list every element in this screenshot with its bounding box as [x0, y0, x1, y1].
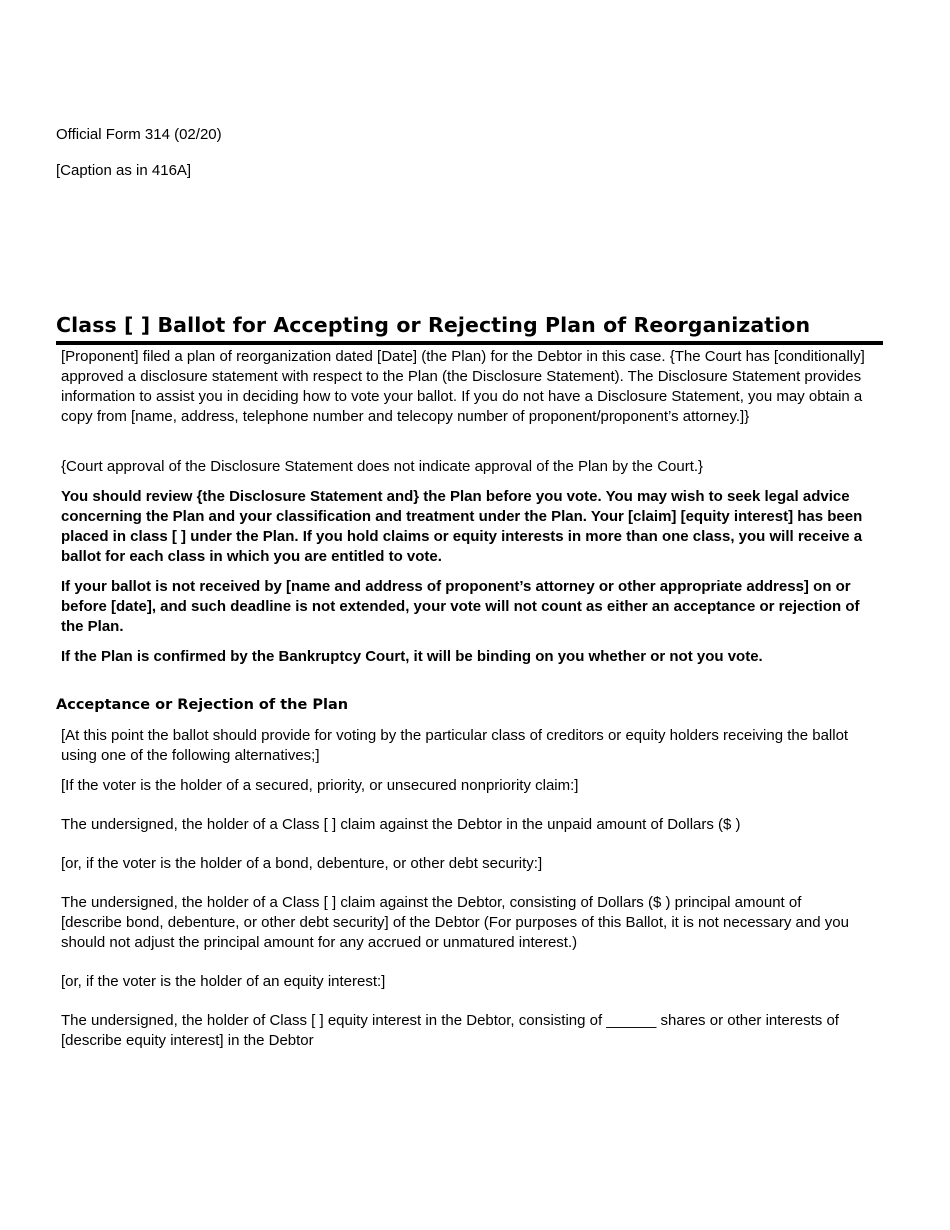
section-paragraph-debt-security-statement: The undersigned, the holder of a Class [ ] claim against the Debtor, consisting of Dollars ($ ) principal amount of [describe bond, debenture, or other debt security] of the Debtor (For purposes of this Ballot, it is not necessary and you should not adjust the principal amount for any accrued or unmatured interest.) [61, 894, 849, 951]
caption-placeholder: [Caption as in 416A] [56, 162, 192, 179]
section-paragraph-equity-note: [or, if the voter is the holder of an equity interest:] [61, 973, 386, 990]
intro-paragraph-plan-filed: [Proponent] filed a plan of reorganization dated [Date] (the Plan) for the Debtor in this case. {The Court has [conditionally] approved a disclosure statement with respect to the Plan (the Disclosure Statement). The Disclosure Statement provides information to assist you in deciding how to vote your ballot. If you do not have a Disclosure Statement, you may obtain a copy from [name, address, telephone number and telecopy number of proponent/proponent’s attorney.]} [61, 348, 865, 425]
section-paragraph-equity-statement: The undersigned, the holder of Class [ ] equity interest in the Debtor, consisting of ______ shares or other interests of [describe equity interest] in the Debtor [61, 1012, 839, 1049]
title-block [56, 312, 883, 345]
form-identifier: Official Form 314 (02/20) [56, 126, 222, 143]
intro-paragraph-court-approval: {Court approval of the Disclosure Statement does not indicate approval of the Plan by the Court.} [61, 458, 704, 475]
section-paragraph-claim-holder-note: [If the voter is the holder of a secured, priority, or unsecured nonpriority claim:] [61, 777, 579, 794]
intro-paragraph-binding-notice: If the Plan is confirmed by the Bankruptcy Court, it will be binding on you whether or not you vote. [61, 648, 763, 665]
section-paragraph-debt-security-note: [or, if the voter is the holder of a bond, debenture, or other debt security:] [61, 855, 543, 872]
page-title: Class [ ] Ballot for Accepting or Rejecting Plan of Reorganization [56, 313, 811, 337]
section-paragraph-voting-alternatives: [At this point the ballot should provide for voting by the particular class of creditors or equity holders receiving the ballot using one of the following alternatives;] [61, 727, 849, 764]
section-paragraph-claim-statement: The undersigned, the holder of a Class [ ] claim against the Debtor in the unpaid amount of Dollars ($ ) [61, 816, 741, 833]
section-heading: Acceptance or Rejection of the Plan [56, 697, 349, 713]
intro-paragraph-review-notice: You should review {the Disclosure Statement and} the Plan before you vote. You may wish to seek legal advice concerning the Plan and your classification and treatment under the Plan. Your [claim] [equity interest] has been placed in class [ ] under the Plan. If you hold claims or equity interests in more than one class, you will receive a ballot for each class in which you are entitled to vote. [61, 488, 863, 565]
intro-paragraph-deadline-notice: If your ballot is not received by [name and address of proponent’s attorney or other appropriate address] on or before [date], and such deadline is not extended, your vote will not count as either an acceptance or rejection of the Plan. [61, 578, 860, 635]
